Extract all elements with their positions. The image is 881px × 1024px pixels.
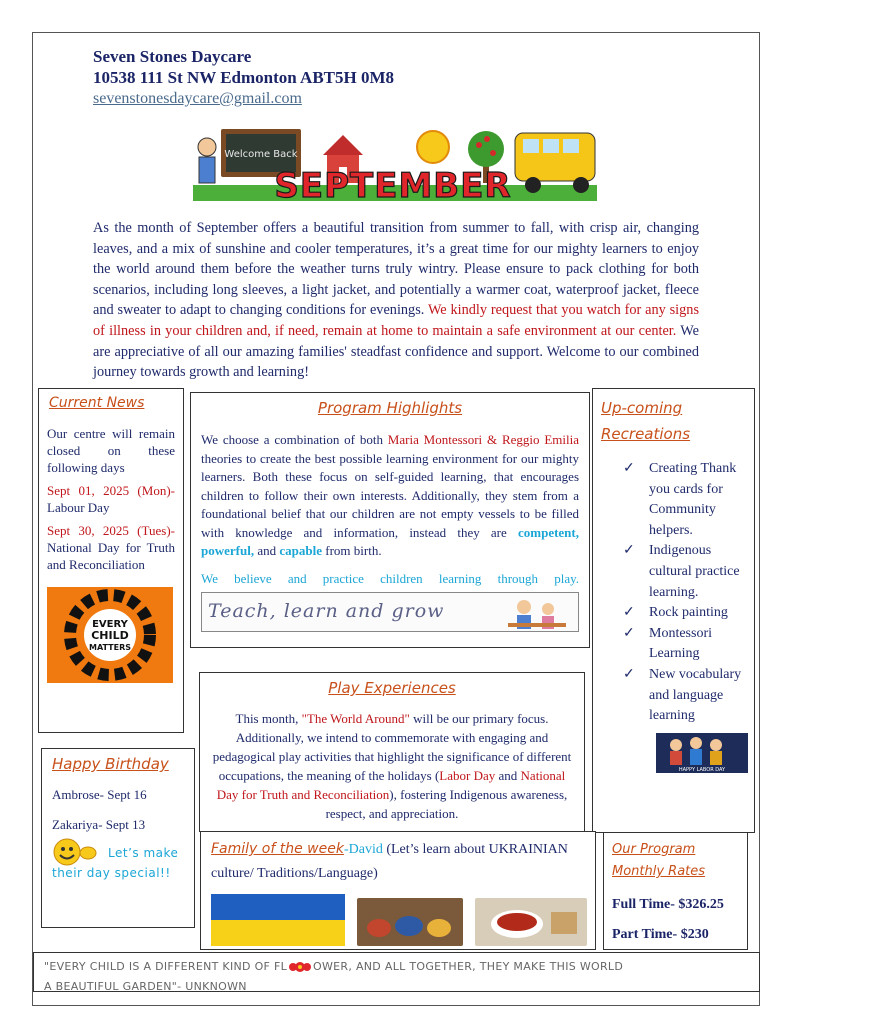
upcoming-recreations-box xyxy=(592,388,755,833)
september-banner xyxy=(193,125,597,203)
closure-date: Sept 01, 2025 (Mon) xyxy=(47,483,171,498)
full-time-rate: Full Time- $326.25 xyxy=(612,897,724,912)
checkmark-icon: ✓ xyxy=(623,543,635,559)
list-item: ✓ Indigenous cultural practice learning. xyxy=(623,543,740,600)
quote-box xyxy=(33,952,760,992)
play-experiences-title: Play Experiences xyxy=(328,679,456,697)
intro-paragraph xyxy=(93,218,699,383)
svg-text:CHILD: CHILD xyxy=(91,629,129,642)
family-name: David xyxy=(348,842,383,857)
list-item: ✓ New vocabulary and language learning xyxy=(623,666,742,724)
intro-text-1: As the month of September offers a beautiful transition from summer to fall, with crisp air, changing leaves, and a mix of sunshine and cooler temperatures, it’s a great time for our mighty learners to enjoy the world around them before the weather turns truly wintry. Please ensure to pack clothing for both scenarios, including long sleeves, a light jacket, and potentially a warmer coat, waterproof jacket, fleece and sweater to adapt to changing conditions for evenings. xyxy=(93,220,699,319)
ukrainian-decor-image xyxy=(357,898,463,946)
closure-item: Sept 30, 2025 (Tues)- National Day for Truth and Reconciliation xyxy=(47,523,175,572)
birthday-entry: Ambrose- Sept 16 xyxy=(52,787,147,802)
happy-birthday-title: Happy Birthday xyxy=(52,755,169,773)
september-title: SEPTEMBER xyxy=(274,166,512,203)
borscht-bowl-icon xyxy=(475,898,587,946)
recreations-title-1: Up-coming xyxy=(601,399,683,417)
workers-icon xyxy=(656,733,748,773)
closure-event: National Day for Truth and Reconciliation xyxy=(47,540,175,572)
family-label: Family of the week xyxy=(211,841,344,857)
ukraine-flag xyxy=(211,894,345,946)
birthday-message: Let’s make their day special!! xyxy=(52,837,184,877)
list-item: ✓ Creating Thank you cards for Community helpers. xyxy=(623,461,737,538)
current-news-title: Current News xyxy=(49,395,145,411)
theories-names: Maria Montessori & Reggio Emilia xyxy=(387,432,579,447)
birthday-entry: Zakariya- Sept 13 xyxy=(52,817,146,832)
every-child-matters-logo xyxy=(47,587,173,683)
list-item: ✓ Rock painting xyxy=(623,603,746,624)
recreations-list xyxy=(623,459,746,727)
program-highlights-title: Program Highlights xyxy=(317,399,463,417)
ukrainian-food-image xyxy=(475,898,587,946)
play-experiences-box xyxy=(199,672,585,832)
checkmark-icon: ✓ xyxy=(623,461,635,476)
email-link[interactable]: sevenstonesdaycare@gmail.com xyxy=(93,90,302,107)
welcome-text: Welcome Back xyxy=(224,149,298,160)
checkmark-icon: ✓ xyxy=(623,605,635,621)
boy-icon xyxy=(198,138,216,183)
teach-text: Teach, learn and grow xyxy=(208,600,445,622)
rates-title-1: Our Program xyxy=(612,842,696,857)
checkmark-icon: ✓ xyxy=(623,666,635,682)
teach-learn-grow-banner xyxy=(201,592,579,632)
closure-notice: Our centre will remain closed on these following days xyxy=(47,426,175,475)
happy-birthday-box xyxy=(41,748,195,928)
checkmark-icon: ✓ xyxy=(623,625,635,641)
closure-date: Sept 30, 2025 (Tues) xyxy=(47,523,171,538)
easter-eggs-icon xyxy=(357,898,463,946)
monthly-rates-box xyxy=(603,832,748,950)
labor-day-image xyxy=(656,733,748,773)
svg-text:MATTERS: MATTERS xyxy=(88,643,132,652)
children-reading-icon xyxy=(502,595,572,631)
believe-line: We believe and practice children learning through play. xyxy=(201,570,579,586)
header xyxy=(93,46,493,110)
intro-text-2: We are appreciative of all our amazing families' steadfast confidence and support. Welcome to our combined journey towards growth and learning! xyxy=(93,322,699,381)
hands-circle-icon xyxy=(47,587,173,683)
program-highlights-box xyxy=(190,392,590,648)
closure-item: Sept 01, 2025 (Mon)- Labour Day xyxy=(47,483,175,515)
closure-event: Labour Day xyxy=(47,500,110,515)
play-paragraph: This month, "The World Around" will be our primary focus. Additionally, we intend to commemorate with engaging and pedagogical play activities that highlight the significance of different occupations, the meaning of the holidays (Labor Day and National Day for Truth and Reconciliation), fostering Indigenous awareness, respect, and appreciation. xyxy=(212,711,572,821)
focus-theme: "The World Around" xyxy=(301,711,410,726)
rates-title-2: Monthly Rates xyxy=(612,864,706,879)
list-item: ✓ Montessori Learning xyxy=(623,625,712,662)
svg-text:EVERY: EVERY xyxy=(92,619,128,630)
school-bus-icon xyxy=(515,133,595,193)
svg-text:HAPPY LABOR DAY: HAPPY LABOR DAY xyxy=(678,766,726,773)
daycare-name: Seven Stones Daycare xyxy=(93,47,252,66)
quote-line-2: A BEAUTIFUL GARDEN"- UNKNOWN xyxy=(44,980,247,993)
part-time-rate: Part Time- $230 xyxy=(612,927,709,942)
family-heading: Family of the week-David (Let’s learn about UKRAINIAN culture/ Traditions/Language) xyxy=(211,841,568,881)
intro-illness-notice: We kindly request that you watch for any signs of illness in your children and, if need, remain at home to maintain a safe environment at our center. xyxy=(93,302,700,339)
daycare-address: 10538 111 St NW Edmonton ABT5H 0M8 xyxy=(93,68,395,87)
sun-icon xyxy=(417,131,449,163)
highlights-paragraph: We choose a combination of both Maria Montessori & Reggio Emilia theories to create the best possible learning environment for our mighty learners. Both these focus on self-guided learning, that encourages children to follow their own interests. Additionally, they stem from a foundational belief that our children are not empty vessels to be filled with knowledge and information, instead they are competent, powerful, and capable from birth. xyxy=(201,432,579,558)
recreations-title-2: Recreations xyxy=(601,425,691,443)
current-news-box xyxy=(38,388,184,733)
quote-line-1: "EVERY CHILD IS A DIFFERENT KIND OF FL OWER, AND ALL TOGETHER, THEY MAKE THIS WORLD xyxy=(44,960,624,973)
flower-icon xyxy=(287,961,313,973)
family-of-the-week-box xyxy=(200,831,596,950)
